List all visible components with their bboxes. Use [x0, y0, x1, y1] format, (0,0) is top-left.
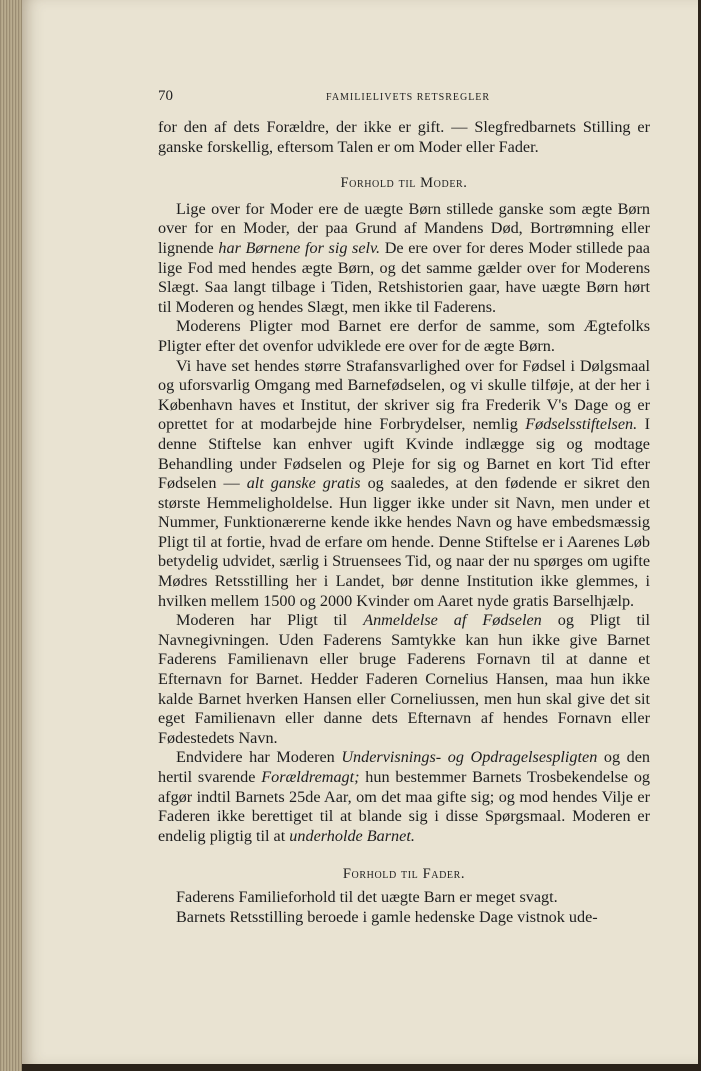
text-run: hun bestemmer Barnets Trosbekendelse og afgør indtil Barnets 25de Aar, om det maa gifte sig; og mod hendes Vilje er Faderen ikke berettiget til at blande sig i disse Spørgsmaal. Moderen er endelig pligtig til at [158, 768, 651, 845]
paragraph [158, 611, 650, 748]
emphasis: Forældremagt; [261, 768, 360, 786]
paragraph: Moderens Pligter mod Barnet ere derfor de samme, som Ægtefolks Pligter efter det ovenfor udviklede ere over for de ægte Børn. [158, 317, 650, 355]
section-heading-father: Forhold til Fader. [342, 866, 466, 883]
paragraph [158, 357, 650, 612]
text-run: og Pligt til Navnegivningen. Uden Faderens Samtykke kan hun ikke give Barnet Faderens Familienavn eller bruge Faderens Fornavn til at danne et Efternavn for Barnet. Hedder Faderen Cornelius Hansen, maa hun ikke kalde Barnet hverken Hansen eller Corneliussen, men hun skal give det sit eget Familienavn eller danne dets Efternavn af hendes Fornavn eller Fødestedets Navn. [158, 611, 650, 747]
paragraph [158, 200, 650, 318]
emphasis: underholde Barnet. [289, 826, 415, 845]
text-run: Lige over for Moder ere de uægte Børn stillede ganske som ægte Børn over for en Moder, der paa Grund af Mandens Død, Bortrømning eller lignende [158, 199, 650, 257]
text-run: og den hertil svarende [158, 748, 651, 786]
intro-paragraph: for den af dets Forældre, der ikke er gift. — Slegfredbarnets Stilling er ganske forskellig, eftersom Talen er om Moder eller Fader. [158, 118, 650, 156]
page-number: 70 [158, 88, 173, 104]
text-run: Vi have set hendes større Strafansvarlighed over for Fødsel i Dølgsmaal og uforsvarlig Omgang med Barnefødselen, og vi skulle tilføje, at der her i København haves et Institut, der skriver sig fra Frederik V's Dage og er oprettet for at modarbejde hine Forbrydelser, nemlig [158, 356, 650, 434]
emphasis: Fødselsstiftelsen. [525, 415, 638, 434]
paragraph: Faderens Familieforhold til det uægte Barn er meget svagt. [176, 887, 558, 906]
text-run: og saaledes, at den fødende er sikret den største Hemmeligholdelse. Hun ligger ikke under sit Navn, men under et Nummer, Funktionærerne kende ikke hendes Navn og have embedsmæssig Pligt til at fortie, hvad de erfare om hende. Denne Stiftelse er i Aarenes Løb betydelig udvidet, særlig i Struensees Tid, og naar der nu spørges om ugifte Mødres Retsstilling her i Landet, bør denne Institution ikke glemmes, i hvilken mellem 1500 og 2000 Kvinder om Aaret nyde gratis Barselhjælp. [158, 474, 651, 610]
text-run: De ere over for deres Moder stillede paa lige Fod med hendes ægte Børn, og det samme gælder over for Moderens Slægt. Saa langt tilbage i Tiden, Retshistorien gaar, have uægte Børn hørt til Moderen og hendes Slægt, men ikke til Faderens. [158, 238, 650, 316]
page-edge-left [0, 0, 22, 1071]
emphasis: Undervisnings- og Opdragelsespligten [341, 748, 598, 767]
page-edge-bottom [22, 1064, 701, 1071]
paragraph: Barnets Retsstilling beroede i gamle hedenske Dage vistnok ude- [176, 907, 598, 926]
running-head: FAMILIELIVETS RETSREGLER [326, 92, 491, 103]
paragraph [158, 748, 650, 846]
text-run: I denne Stiftelse kan enhver ugift Kvinde indlægge sig og modtage Behandling under Fødselen og Pleje for sig og Barnet en kort Tid efter Fødselen — [158, 415, 650, 493]
text-run: Endvidere har Moderen [176, 748, 342, 767]
emphasis: Anmeldelse af Fødselen [363, 611, 542, 630]
text-run: Moderen har Pligt til [176, 611, 364, 630]
body-text [158, 118, 650, 927]
page-header [158, 88, 650, 108]
emphasis: har Børnene for sig selv. [218, 238, 381, 257]
emphasis: alt ganske gratis [246, 474, 361, 493]
section-heading-mother: Forhold til Moder. [340, 175, 468, 192]
